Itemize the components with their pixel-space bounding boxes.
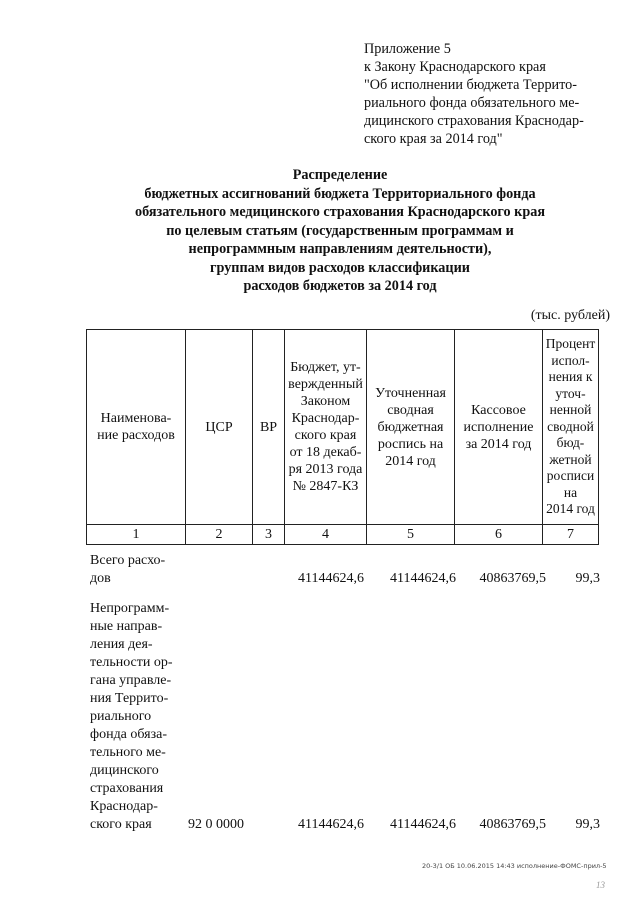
row-total-percent: 99,3 [575,571,600,586]
appendix-line: ского края за 2014 год" [364,131,503,147]
title-line: по целевым статьям (государственным программам и [166,222,514,239]
row-total-refined: 41144624,6 [390,571,456,586]
title-line: обязательного медицинского страхования Краснодарского края [135,204,545,220]
appendix-line: "Об исполнении бюджета Террито- [364,77,577,93]
title-line: группам видов расходов классификации [210,259,470,276]
row-total-approved: 41144624,6 [298,571,364,586]
column-number: 3 [253,525,285,545]
appendix-line: риального фонда обязательного ме- [364,95,580,111]
appendix-line: дицинского страхования Краснодар- [364,113,584,129]
header-cell-name: Наименова- ние расходов [87,330,186,525]
column-number: 5 [367,525,455,545]
row-nonprogram-executed: 40863769,5 [479,817,546,832]
column-number: 1 [87,525,186,545]
column-number: 2 [186,525,253,545]
column-number: 4 [285,525,367,545]
row-nonprogram-name: Непрограмм- ные направ- ления дея- тельности ор- гана управле- ния Террито- риального фонда обяза- тельного ме- дицинского страхования Краснодар- ского края [90,601,173,832]
column-number: 6 [455,525,543,545]
appendix-header [364,40,614,148]
budget-table [86,329,599,545]
title-line: расходов бюджетов за 2014 год [243,278,437,294]
row-nonprogram-refined: 41144624,6 [390,817,456,832]
row-nonprogram-csr: 92 0 0000 [188,817,244,832]
appendix-line: Приложение 5 [364,41,451,57]
header-cell-vr: ВР [253,330,285,525]
footer-stamp: 20-3/1 ОБ 10.06.2015 14:43 исполнение-ФОМС-прил-5 [422,862,607,870]
title-line: Распределение [292,167,388,183]
column-number: 7 [543,525,599,545]
title-line: бюджетных ассигнований бюджета Территориального фонда [144,185,536,202]
header-cell-executed: Кассовое исполнение за 2014 год [455,330,543,525]
header-cell-csr: ЦСР [186,330,253,525]
row-nonprogram-percent: 99,3 [575,817,600,832]
row-total-executed: 40863769,5 [479,571,546,586]
row-total-name: Всего расхо- дов [90,553,166,586]
column-number-row [87,525,599,545]
units-label: (тыс. рублей) [530,308,610,323]
header-cell-percent: Процент испол- нения к уточ- ненной сводной бюд- жетной росписи на 2014 год [543,330,599,525]
row-nonprogram-approved: 41144624,6 [298,817,364,832]
page-number: 13 [596,880,605,890]
table-header-row [87,330,599,525]
header-cell-approved: Бюджет, ут- вержденный Законом Краснодар- ского края от 18 декаб- ря 2013 года № 2847-КЗ [285,330,367,525]
appendix-line: к Закону Краснодарского края [364,59,546,75]
document-title [60,166,620,296]
title-line: непрограммным направлениям деятельности), [188,241,492,257]
header-cell-refined: Уточненная сводная бюджетная роспись на 2014 год [367,330,455,525]
